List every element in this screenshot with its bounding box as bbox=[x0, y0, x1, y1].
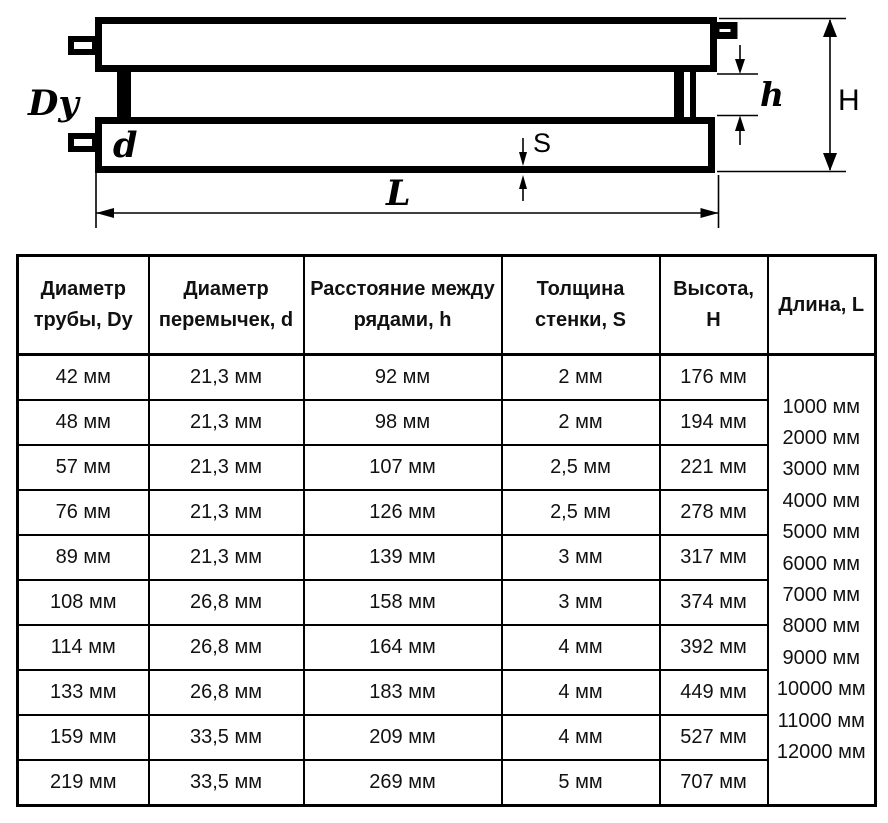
table-row bbox=[18, 445, 876, 490]
cell-s: 4 мм bbox=[502, 670, 660, 715]
cell-h: 183 мм bbox=[304, 670, 502, 715]
cell-s: 2 мм bbox=[502, 355, 660, 401]
length-item: 7000 мм bbox=[782, 584, 861, 606]
cell-dy: 219 мм bbox=[18, 760, 149, 806]
cell-d: 33,5 мм bbox=[149, 715, 304, 760]
cell-d: 21,3 мм bbox=[149, 400, 304, 445]
cell-d: 21,3 мм bbox=[149, 535, 304, 580]
right-jumper-pipe bbox=[674, 71, 696, 118]
length-item: 6000 мм bbox=[782, 552, 861, 575]
cell-H: 176 мм bbox=[660, 355, 768, 401]
cell-dy: 76 мм bbox=[18, 490, 149, 535]
L-arrow-left bbox=[96, 208, 114, 218]
stub-top-right bbox=[716, 26, 734, 36]
table-row bbox=[18, 580, 876, 625]
cell-h: 209 мм bbox=[304, 715, 502, 760]
L-arrow-right bbox=[701, 208, 719, 218]
cell-h: 139 мм bbox=[304, 535, 502, 580]
h-label: h bbox=[760, 75, 784, 114]
H-arrow-down bbox=[823, 153, 837, 171]
cell-d: 26,8 мм bbox=[149, 670, 304, 715]
cell-dy: 159 мм bbox=[18, 715, 149, 760]
table-row bbox=[18, 400, 876, 445]
cell-lengths bbox=[768, 355, 876, 806]
table-row bbox=[18, 715, 876, 760]
cell-h: 92 мм bbox=[304, 355, 502, 401]
cell-s: 4 мм bbox=[502, 625, 660, 670]
cell-H: 374 мм bbox=[660, 580, 768, 625]
col-header-pipe-diameter: Диаметр трубы, Dy bbox=[18, 256, 149, 355]
table-row bbox=[18, 355, 876, 401]
cell-dy: 48 мм bbox=[18, 400, 149, 445]
h-arrow-down bbox=[735, 59, 745, 74]
cell-h: 164 мм bbox=[304, 625, 502, 670]
cell-s: 3 мм bbox=[502, 580, 660, 625]
d-label: d bbox=[113, 125, 138, 166]
dimensions-table bbox=[16, 254, 877, 807]
stub-top-left bbox=[71, 39, 95, 52]
cell-d: 26,8 мм bbox=[149, 625, 304, 670]
bottom-pipe bbox=[99, 121, 712, 170]
length-list bbox=[772, 356, 872, 804]
cell-H: 449 мм bbox=[660, 670, 768, 715]
cell-s: 4 мм bbox=[502, 715, 660, 760]
cell-s: 2 мм bbox=[502, 400, 660, 445]
stub-bottom-left bbox=[71, 136, 95, 149]
cell-H: 392 мм bbox=[660, 625, 768, 670]
cell-s: 5 мм bbox=[502, 760, 660, 806]
cell-dy: 42 мм bbox=[18, 355, 149, 401]
cell-d: 33,5 мм bbox=[149, 760, 304, 806]
cell-h: 98 мм bbox=[304, 400, 502, 445]
length-item: 12000 мм bbox=[776, 741, 866, 764]
S-arrow-up bbox=[519, 175, 527, 189]
table-row bbox=[18, 490, 876, 535]
cell-H: 221 мм bbox=[660, 445, 768, 490]
length-item: 3000 мм bbox=[782, 458, 861, 481]
col-header-jumper-diameter: Диаметр перемычек, d bbox=[149, 256, 304, 355]
cell-h: 269 мм bbox=[304, 760, 502, 806]
table-row bbox=[18, 625, 876, 670]
top-pipe bbox=[99, 21, 714, 69]
cell-h: 107 мм bbox=[304, 445, 502, 490]
col-header-wall-thickness: Толщина стенки, S bbox=[502, 256, 660, 355]
cell-d: 21,3 мм bbox=[149, 445, 304, 490]
length-item: 4000 мм bbox=[782, 489, 861, 512]
length-item: 10000 мм bbox=[776, 678, 866, 701]
length-item: 11000 мм bbox=[777, 709, 865, 732]
cell-s: 2,5 мм bbox=[502, 445, 660, 490]
H-arrow-up bbox=[823, 19, 837, 37]
col-header-height: Высота, H bbox=[660, 256, 768, 355]
header-row bbox=[18, 256, 876, 355]
cell-dy: 114 мм bbox=[18, 625, 149, 670]
length-item: 5000 мм bbox=[782, 521, 861, 544]
table-row bbox=[18, 535, 876, 580]
pipe-register-drawing bbox=[0, 0, 888, 243]
cell-dy: 57 мм bbox=[18, 445, 149, 490]
length-item: 2000 мм bbox=[782, 426, 861, 449]
S-label: S bbox=[533, 128, 552, 158]
cell-h: 126 мм bbox=[304, 490, 502, 535]
cell-dy: 108 мм bbox=[18, 580, 149, 625]
Dy-label: Dy bbox=[28, 83, 79, 124]
cell-h: 158 мм bbox=[304, 580, 502, 625]
cell-d: 21,3 мм bbox=[149, 355, 304, 401]
cell-dy: 89 мм bbox=[18, 535, 149, 580]
cell-s: 3 мм bbox=[502, 535, 660, 580]
length-item: 9000 мм bbox=[782, 646, 861, 669]
cell-d: 21,3 мм bbox=[149, 490, 304, 535]
table-row bbox=[18, 670, 876, 715]
cell-dy: 133 мм bbox=[18, 670, 149, 715]
cell-d: 26,8 мм bbox=[149, 580, 304, 625]
table-row bbox=[18, 760, 876, 806]
cell-H: 317 мм bbox=[660, 535, 768, 580]
length-item: 8000 мм bbox=[782, 615, 861, 638]
length-item: 1000 мм bbox=[782, 395, 861, 418]
cell-H: 278 мм bbox=[660, 490, 768, 535]
cell-s: 2,5 мм bbox=[502, 490, 660, 535]
cell-H: 194 мм bbox=[660, 400, 768, 445]
cell-H: 527 мм bbox=[660, 715, 768, 760]
L-label: L bbox=[386, 173, 411, 214]
H-label: H bbox=[838, 84, 860, 117]
col-header-row-spacing: Расстояние между рядами, h bbox=[304, 256, 502, 355]
col-header-length: Длина, L bbox=[768, 256, 876, 355]
left-jumper-pipe bbox=[117, 69, 131, 121]
h-arrow-up bbox=[735, 116, 745, 132]
cell-H: 707 мм bbox=[660, 760, 768, 806]
